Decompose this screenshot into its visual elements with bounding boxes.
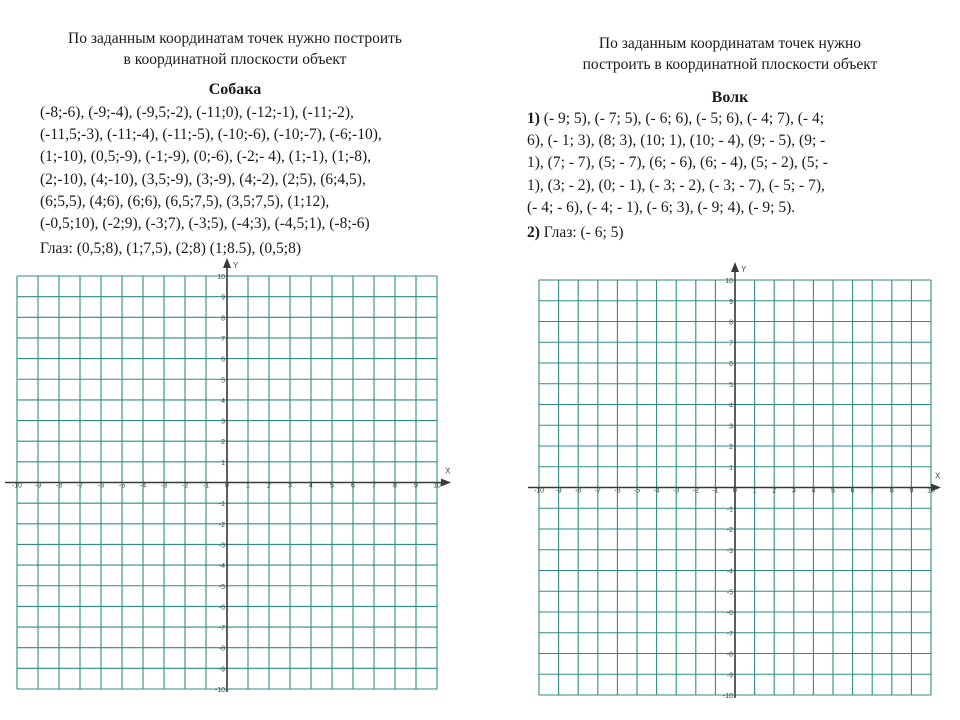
- y-tick-label: 4: [729, 402, 733, 410]
- coord-line: (- 4; - 6), (- 4; - 1), (- 6; 3), (- 9; 4), (- 9; 5).: [527, 198, 796, 216]
- y-tick-label: -6: [726, 610, 733, 617]
- coord-line: (1;-10), (0,5;-9), (-1;-9), (0;-6), (-2;- 4), (1;-1), (1;-8),: [40, 148, 371, 166]
- x-tick-label: 2: [772, 487, 777, 495]
- object-name: Собака: [208, 81, 262, 98]
- x-tick-label: -4: [653, 487, 660, 495]
- y-tick-label: -7: [218, 625, 225, 633]
- y-tick-label: 10: [725, 278, 733, 285]
- y-tick-label: 6: [729, 361, 733, 368]
- x-tick-label: -4: [139, 482, 147, 490]
- task-title: [520, 33, 940, 75]
- x-tick-label: 8: [393, 482, 397, 490]
- y-tick-label: 9: [221, 294, 225, 302]
- y-tick-label: -5: [218, 583, 225, 591]
- x-tick-label: 2: [267, 482, 271, 490]
- y-tick-label: 5: [729, 381, 733, 389]
- y-tick-label: -1: [726, 506, 733, 514]
- x-tick-label: -3: [673, 487, 680, 495]
- x-tick-label: 8: [889, 487, 894, 495]
- x-tick-label: -5: [118, 482, 126, 490]
- object-name: Волк: [711, 89, 749, 106]
- y-tick-label: 8: [729, 319, 733, 327]
- task-title-line1: По заданным координатам точек нужно построить: [68, 30, 402, 47]
- y-tick-label: 6: [221, 356, 225, 364]
- x-tick-label: 7: [870, 487, 875, 495]
- coord-line: (6;5,5), (4;6), (6;6), (6,5;7,5), (3,5;7,5), (1;12),: [40, 192, 330, 210]
- y-tick-label: -6: [218, 604, 225, 612]
- x-tick-label: -7: [76, 482, 84, 490]
- y-tick-label: 7: [221, 335, 225, 343]
- y-axis-label: Y: [741, 265, 747, 274]
- x-tick-label: 7: [372, 482, 376, 490]
- y-tick-label: -9: [218, 666, 225, 674]
- coordinate-grid-left: [0, 260, 460, 705]
- y-tick-label: 1: [221, 459, 225, 467]
- coord-line: (2;-10), (4;-10), (3,5;-9), (3;-9), (4;-2), (2;5), (6;4,5),: [40, 170, 366, 188]
- y-tick-label: 1: [729, 464, 733, 472]
- x-tick-label: -1: [712, 487, 719, 495]
- y-tick-label: -5: [726, 589, 733, 597]
- task-title-line2: построить в координатной плоскости объект: [582, 56, 878, 73]
- x-tick-label: 5: [330, 482, 334, 490]
- x-tick-label: -9: [555, 487, 562, 495]
- y-tick-label: 2: [221, 439, 225, 447]
- y-axis-arrow: [223, 258, 231, 268]
- x-tick-label: 9: [909, 487, 914, 495]
- y-tick-label: 9: [729, 298, 733, 306]
- item-number: 2): [527, 224, 540, 241]
- x-tick-label: -10: [533, 487, 545, 495]
- y-tick-label: -4: [726, 568, 733, 576]
- x-tick-label: -7: [594, 487, 601, 495]
- y-tick-label: 4: [221, 397, 225, 405]
- item-number: 1): [527, 110, 540, 127]
- y-tick-label: -7: [726, 630, 733, 638]
- x-tick-label: 9: [414, 482, 418, 490]
- x-tick-label: 1: [752, 487, 757, 495]
- x-tick-label: -5: [633, 487, 641, 495]
- y-tick-label: -8: [726, 651, 733, 659]
- x-tick-label: -6: [614, 487, 621, 495]
- y-tick-label: -3: [218, 542, 225, 550]
- x-tick-label: 3: [791, 487, 796, 495]
- x-tick-label: 6: [351, 482, 355, 490]
- coord-line: 1), (3; - 2), (0; - 1), (- 3; - 2), (- 3; - 7), (- 5; - 7),: [527, 176, 825, 194]
- x-tick-label: 4: [309, 482, 313, 490]
- y-tick-label: 10: [217, 274, 225, 281]
- y-axis-label: Y: [233, 261, 239, 270]
- x-tick-label: -10: [11, 482, 23, 490]
- y-tick-label: -10: [214, 687, 225, 694]
- x-axis-arrow: [441, 479, 451, 487]
- x-tick-label: -3: [160, 482, 168, 490]
- task-title-line2: в координатной плоскости объект: [123, 51, 347, 68]
- y-tick-label: -8: [218, 645, 225, 653]
- eye-coordinates: Глаз: (0,5;8), (1;7,5), (2;8) (1;8.5), (0,5;8): [40, 240, 301, 257]
- x-tick-label: 1: [246, 482, 250, 490]
- x-tick-label: -8: [575, 487, 582, 495]
- y-tick-label: -2: [726, 527, 733, 534]
- x-tick-label: -2: [181, 482, 189, 490]
- x-tick-label: 10: [927, 487, 935, 495]
- x-tick-label: 5: [831, 487, 835, 495]
- x-tick-label: -1: [202, 482, 210, 490]
- x-tick-label: 0: [733, 487, 737, 495]
- y-tick-label: -1: [218, 501, 225, 509]
- task-title: [20, 28, 450, 70]
- eye-coordinates: [527, 222, 624, 244]
- x-tick-label: -6: [97, 482, 105, 490]
- y-tick-label: 8: [221, 315, 225, 323]
- y-tick-label: -9: [726, 672, 733, 680]
- coord-line: (-8;-6), (-9;-4), (-9,5;-2), (-11;0), (-12;-1), (-11;-2),: [40, 104, 354, 121]
- coordinate-list: [40, 102, 455, 235]
- x-axis-label: X: [935, 471, 941, 481]
- x-tick-label: -8: [55, 482, 63, 490]
- coord-line: [527, 108, 912, 130]
- y-tick-label: -2: [218, 521, 225, 529]
- y-tick-label: 7: [729, 340, 733, 348]
- coordinate-grid-right: [520, 262, 950, 707]
- x-tick-label: 0: [225, 482, 229, 490]
- y-tick-label: -4: [218, 563, 225, 571]
- x-tick-label: 10: [433, 482, 441, 490]
- x-tick-label: -2: [692, 487, 699, 495]
- y-tick-label: 2: [729, 444, 733, 451]
- x-axis-label: X: [445, 466, 451, 476]
- coord-line: 1), (7; - 7), (5; - 7), (6; - 6), (6; - 4), (5; - 2), (5; -: [527, 154, 828, 172]
- coord-line: (-11,5;-3), (-11;-4), (-11;-5), (-10;-6), (-10;-7), (-6;-10),: [40, 126, 382, 144]
- coord-line: 6), (- 1; 3), (8; 3), (10; 1), (10; - 4), (9; - 5), (9; -: [527, 132, 826, 150]
- y-tick-label: 3: [729, 423, 733, 431]
- y-tick-label: -3: [726, 547, 733, 555]
- x-tick-label: 6: [850, 487, 855, 495]
- x-tick-label: 4: [811, 487, 816, 495]
- y-axis-arrow: [731, 262, 739, 272]
- y-tick-label: -10: [722, 693, 733, 700]
- task-title-line1: По заданным координатам точек нужно: [598, 35, 862, 52]
- eye-text: Глаз: (- 6; 5): [539, 224, 624, 241]
- coord-line: (-0,5;10), (-2;9), (-3;7), (-3;5), (-4;3), (-4,5;1), (-8;-6): [40, 215, 370, 233]
- coord-text: (- 9; 5), (- 7; 5), (- 6; 6), (- 5; 6), (- 4; 7), (- 4;: [539, 110, 825, 127]
- coordinate-list: [527, 108, 912, 219]
- x-tick-label: 3: [288, 482, 292, 490]
- y-tick-label: 5: [221, 377, 225, 385]
- y-tick-label: 3: [221, 418, 225, 426]
- x-tick-label: -9: [34, 482, 42, 490]
